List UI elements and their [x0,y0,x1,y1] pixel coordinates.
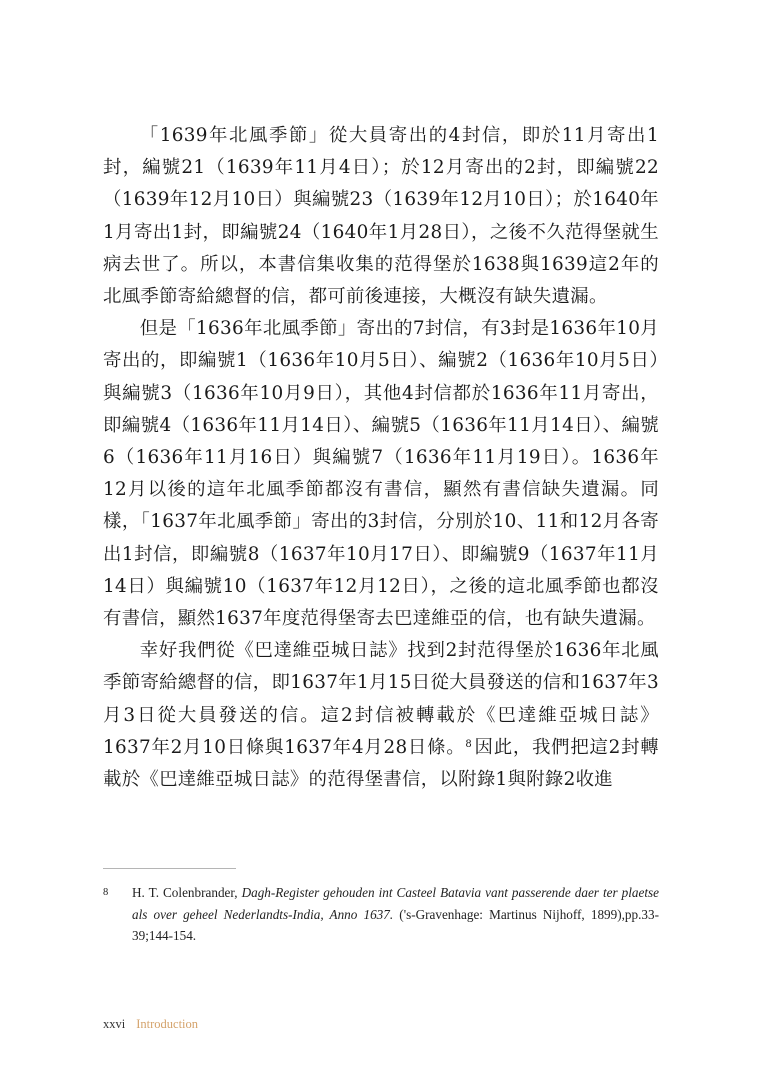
text-line: 因此，我們把這2封 [474,736,641,758]
text-line: 12月各寄出1封信，即編號8（1637年10月17日）、即編號9（1637 [103,511,660,565]
page-number: xxvi [103,1017,126,1031]
running-title: Introduction [136,1017,199,1031]
paragraph-2 [103,313,659,635]
text-line: 但是「1636年北風季節」寄出的7封信，有3封是1636年10 [139,318,641,340]
text-line: 轉載於《巴達維亞城日誌》的范得堡書信，以附錄1與附錄2收進 [103,736,659,791]
text-line: 幸好我們從《巴達維亞城日誌》找到2封范得堡於1636年北風 [139,640,659,662]
text-line: 1637年2月10日條與1637年4月28日條。 [103,736,466,758]
paragraph-3 [103,635,659,796]
footnote-title: Dagh-Register gehouden int Casteel Batavia vant passerende daer ter plaetse als over geheel Nederlandts-India, Anno 1637. [132,885,659,922]
text-line: 編號21（1639年11月4日）；於12月寄出的2封，即編號22（1639 [103,157,659,211]
text-line: 日）與編號3（1636年10月9日），其他4封信都於1636年11月 [103,350,659,404]
text-line: 寄出1封，即編號24（1640年1月28日），之後不久范得堡就生 [133,221,659,243]
text-line: 病去世了。所以，本書信集收集的范得堡於1638與1639這2年的 [103,253,659,275]
text-line: 季節寄給總督的信，即1637年1月15日從大員發送的信和1637年 [103,672,647,694]
text-line: 「1639年北風季節」從大員寄出的4封信，即於11月寄出1封， [103,125,659,179]
paragraph-1 [103,120,659,313]
folio [103,1016,198,1032]
text-line: 年12月10日）與編號23（1639年12月10日）；於1640年1月 [103,189,660,243]
footnote-author: H. T. Colenbrander, [132,885,242,900]
text-line: 日）、編號6（1636年11月16日）與編號7（1636年11月19日）。 [103,414,659,469]
text-line: 節也都沒有書信，顯然1637年度范得堡寄去巴達維亞的信，也有缺 [103,575,659,630]
footnote-number: 8 [103,887,109,898]
footnote-text [132,882,659,947]
footnote [103,882,659,947]
text-line: 寄出，即編號4（1636年11月14日）、編號5（1636年11月14 [103,382,659,436]
body-text [103,120,659,796]
footnote-separator [103,868,236,869]
text-line: 年11月14日）與編號10（1637年12月12日），之後的這北風季 [103,543,659,597]
text-line: 漏。同樣，「1637年北風季節」寄出的3封信，分別於10、11和 [103,479,660,533]
text-line: 北風季節寄給總督的信，都可前後連接，大概沒有缺失遺漏。 [103,286,608,308]
text-line: 3月3日從大員發送的信。這2封信被轉載於《巴達維亞城日誌》 [103,672,659,726]
footnote-reference[interactable]: 8 [465,738,473,750]
text-line: 失遺漏。 [580,608,656,630]
text-line: 月寄出的，即編號1（1636年10月5日）、編號2（1636年10月5 [103,318,659,372]
footnote-publication: ('s-Gravenhage: Martinus Nijhoff, 1899),pp.33-39;144-154. [132,906,659,943]
text-line: 1636年12月以後的這年北風季節都沒有書信，顯然有書信缺失遺 [103,447,659,501]
